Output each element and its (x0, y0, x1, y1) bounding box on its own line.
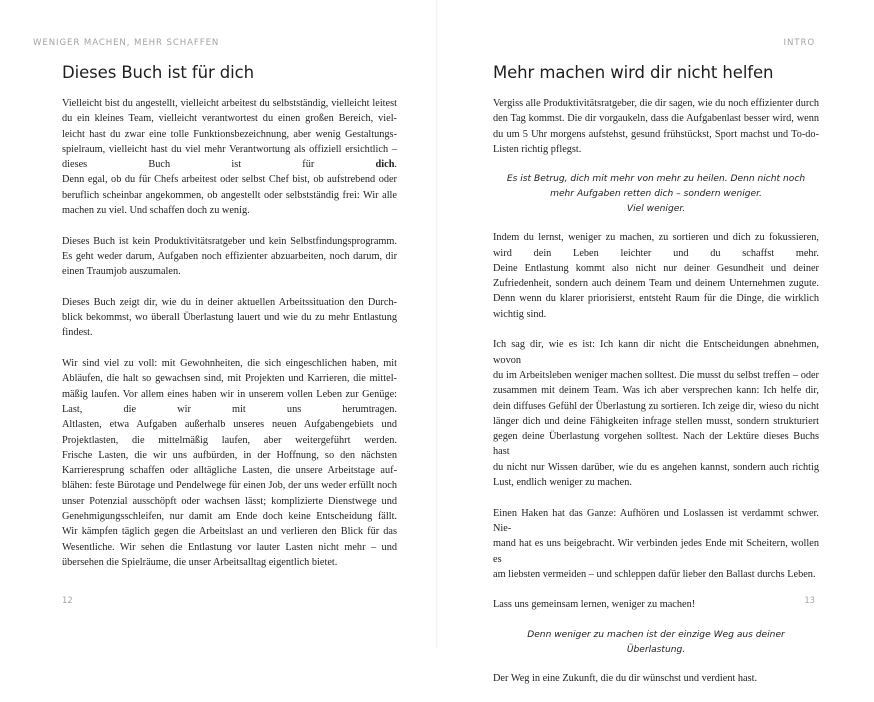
pull-quote (493, 628, 819, 657)
text-line (62, 157, 397, 172)
emphasis-dich: dich (375, 159, 395, 171)
left-page-body (62, 96, 397, 586)
right-page-body (493, 96, 819, 702)
text-line: am liebsten vermeiden – und schleppen dafür lieber den Ballast durchs Leben. (493, 568, 816, 580)
text-line: Dieses Buch ist kein Produktivitätsratgeber und kein Selbstfindungsprogramm. (62, 235, 397, 247)
text-line: wird dein Leben leichter und du schaffst mehr. (493, 247, 819, 259)
text-line: Lust, endlich weniger zu machen. (493, 477, 632, 489)
text-line: gegen deine Überlastung vorgehen solltest. Nach der Lektüre dieses Buchs hast (493, 431, 819, 458)
text-line: Wir kämpfen täglich gegen die Arbeitslast an und verlieren den Blick für das (62, 526, 397, 538)
text-line: blähen: feste Bürotage und Pendelwege für einen Job, der uns weder erfüllt noch (62, 480, 397, 492)
running-head-left: WENIGER MACHEN, MEHR SCHAFFEN (33, 38, 220, 48)
text-line: machen zu viel. Und schaffen doch zu wenig. (62, 205, 250, 217)
paragraph (62, 295, 397, 341)
text-line: wichtig sind. (493, 308, 547, 320)
text-line: Deine Entlastung kommt also nicht nur deiner Gesundheit und deiner (493, 262, 819, 274)
right-page (437, 0, 874, 685)
left-page-title: Dieses Buch ist für dich (62, 63, 254, 82)
text-line: Vergiss alle Produktivitätsratgeber, die dir sagen, wie du noch effizienter durch (493, 98, 819, 109)
text-line: Einen Haken hat das Ganze: Aufhören und Loslassen ist verdammt schwer. Nie- (493, 507, 819, 534)
text-line: Lass uns gemeinsam lernen, weniger zu machen! (493, 599, 696, 611)
left-page (0, 0, 437, 648)
paragraph (493, 597, 819, 612)
text-line: Karrieresprung schaffen oder alltägliche Lasten, die unsere Arbeitstage auf- (62, 465, 397, 477)
paragraph (493, 337, 819, 490)
text-line: Wir sind viel zu voll: mit Gewohnheiten, die sich eingeschlichen haben, mit (62, 358, 397, 370)
text-line: leicht hast du zwar eine tolle Funktionsbezeichnung, aber wenig Gestaltungs- (62, 128, 397, 140)
text-line: beruflich scheinbar angekommen, ob angestellt oder selbstständig frei: Wir alle (62, 189, 397, 201)
text-line: zusammen mit deinem Team. Was ich aber versprechen kann: Ich helfe dir, (493, 385, 819, 397)
text-line: einen Traumjob auszumalen. (62, 266, 181, 278)
text-line: Genehmigungsschleifen, nur damit am Ende doch keine Entscheidung fällt. (62, 511, 397, 523)
quote-line: Denn weniger zu machen ist der einzige Weg aus deiner (527, 629, 785, 640)
paragraph (493, 96, 819, 157)
text-line: dein diffuses Gefühl der Überlastung zu sortieren. Ich zeige dir, wieso du nicht (493, 400, 819, 412)
text-line: spielraum, vielleicht hast du viel mehr Verantwortung als offiziell ersichtlich – (62, 143, 397, 155)
text-line: Frische Lasten, die wir uns aufbürden, in der Hoffnung, so den nächsten (62, 449, 397, 461)
text-line: den Tag kommst. Die dir vorgaukeln, dass die Aufgabenlast besser wird, wenn (493, 113, 819, 125)
text-line: Zufriedenheit, sondern auch deinem Team und deinem Unternehmen zugute. (493, 278, 819, 290)
text-line: blick bekommst, wo überall Überlastung lauert und wie du zu mehr Entlastung (62, 312, 397, 324)
text-line: Abläufen, die halt so gewachsen sind, mit Projekten und Karrieren, die mittel- (62, 373, 397, 385)
paragraph (493, 506, 819, 582)
text-line: Indem du lernst, weniger zu machen, zu sortieren und dich zu fokussieren, (493, 232, 819, 244)
paragraph (493, 230, 819, 322)
text-run: . (394, 159, 397, 171)
paragraph (493, 671, 819, 686)
text-line: Vielleicht bist du angestellt, vielleicht arbeitest du selbstständig, vielleicht leitest (62, 98, 397, 109)
text-line: Es geht weder darum, Aufgaben noch effizienter abzuarbeiten, noch darum, dir (62, 250, 397, 262)
text-line: mand hat es uns beigebracht. Wir verbinden jedes Ende mit Scheitern, wollen es (493, 538, 819, 565)
pull-quote (493, 172, 819, 216)
quote-line: Es ist Betrug, dich mit mehr von mehr zu heilen. Denn nicht noch (506, 174, 806, 185)
text-line: übersehen die Spielräume, die unser Arbeitsalltag eigentlich bietet. (62, 556, 338, 568)
quote-line: mehr Aufgaben retten dich – sondern weniger. (550, 189, 762, 200)
quote-line: Viel weniger. (626, 203, 686, 214)
paragraph (62, 234, 397, 280)
text-line: unser Potenzial ausschöpft oder wachsen lässt; komplizierte Dienstwege und (62, 495, 397, 507)
quote-line: Überlastung. (626, 644, 686, 655)
text-line: mäßig laufen. Vor allem eines haben wir in unserem vollen Leben zur Genüge: (62, 388, 397, 400)
text-line: länger dich und deine Fähigkeiten infrage stellen musst, sondern strukturiert (493, 415, 819, 427)
text-run: dieses Buch ist für (62, 159, 376, 171)
page-number-left: 12 (62, 595, 73, 605)
text-line: findest. (62, 327, 93, 339)
text-line: du nicht nur Wissen darüber, wie du es angehen kannst, sondern auch richtig (493, 461, 819, 473)
text-line: du um 5 Uhr morgens aufstehst, gesund frühstückst, Sport machst und To-do- (493, 128, 819, 140)
text-line: Denn wenn du klarer priorisierst, entsteht Raum für die Dinge, die wirklich (493, 293, 819, 305)
text-line: Der Weg in eine Zukunft, die du dir wünschst und verdient hast. (493, 673, 758, 685)
paragraph (62, 356, 397, 570)
text-line: du im Arbeitsleben weniger machen solltest. Die musst du selbst treffen – oder (493, 369, 819, 381)
running-head-right: INTRO (783, 38, 815, 48)
text-line: Altlasten, etwa Aufgaben außerhalb unseres neuen Aufgabengebiets und (62, 419, 397, 431)
text-line: Projektlasten, die mittelmäßig laufen, aber weitergeführt werden. (62, 434, 397, 446)
page-number-right: 13 (804, 595, 815, 605)
text-line: Last, die wir mit uns herumtragen. (62, 403, 397, 415)
text-line: Ich sag dir, wie es ist: Ich kann dir nicht die Entscheidungen abnehmen, wovon (493, 339, 819, 366)
text-line: Wesentliche. Wir sehen die Entlastung vor lauter Lasten nicht mehr – und (62, 541, 397, 553)
right-page-title: Mehr machen wird dir nicht helfen (493, 63, 774, 82)
text-line: Listen richtig pflegst. (493, 143, 582, 155)
text-line: Denn egal, ob du für Chefs arbeitest oder selbst Chef bist, ob aufstrebend oder (62, 174, 397, 186)
text-line: du ein kleines Team, vielleicht verantwortest du einen großen Bereich, viel- (62, 113, 397, 125)
paragraph (62, 96, 397, 218)
text-line: Dieses Buch zeigt dir, wie du in deiner aktuellen Arbeitssituation den Durch- (62, 296, 397, 308)
